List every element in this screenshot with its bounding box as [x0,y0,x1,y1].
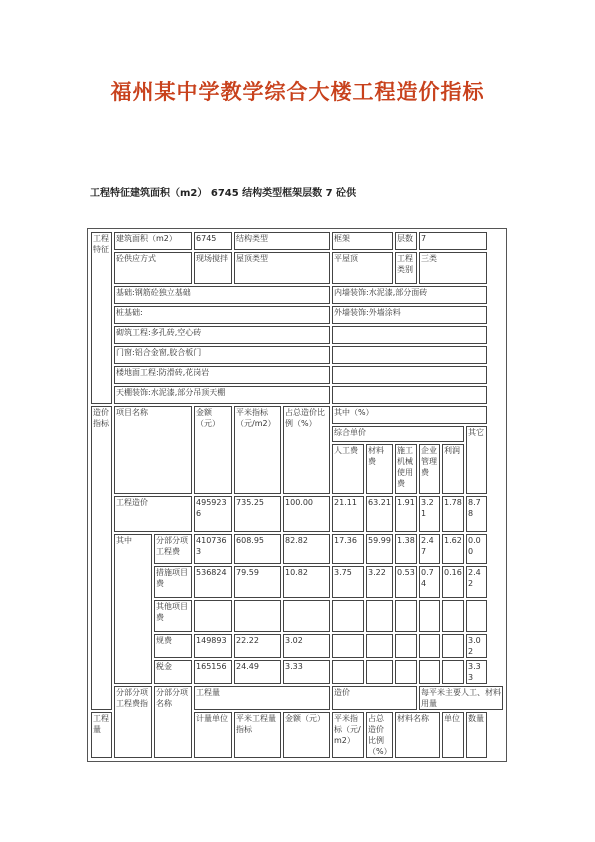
empty-cell [366,660,393,684]
row-sqm: 79.59 [234,566,281,598]
row-ratio: 3.02 [283,634,330,658]
row-name: 工程造价 [114,496,192,532]
header-machine: 施工机械使用费 [395,444,417,494]
empty-cell [419,634,440,658]
header-main-usage: 每平米主要人工、材料用量 [421,688,502,708]
empty-cell [442,634,464,658]
gclb-label: 工程类别 [395,252,417,284]
row-machine: 0.53 [395,566,417,598]
pile-desc: 桩基础: [114,306,330,324]
header-profit: 利润 [442,444,464,494]
row-amount: 165156 [194,660,232,684]
concrete-value: 现场搅拌 [194,252,232,284]
row-mgmt: 3.21 [419,496,440,532]
row-amount: 4107363 [194,534,232,564]
empty-cell [332,386,487,404]
document-subtitle: 工程特征建筑面积（m2） 6745 结构类型框架层数 7 砼供 [90,188,357,199]
masonry-desc: 砌筑工程:多孔砖,空心砖 [114,326,330,344]
empty-cell [395,660,417,684]
exterior-desc: 外墙装饰:外墙涂料 [332,306,487,324]
empty-cell [366,600,393,632]
row-sqm: 24.49 [234,660,281,684]
empty-cell [442,660,464,684]
row-name: 分部分项工程费 [154,534,192,564]
table-row [91,566,503,598]
row-material: 3.22 [366,566,393,598]
header-gcl2: 工程量 [91,712,112,758]
empty-cell [234,600,281,632]
header-qizhong-pct: 其中（%） [332,406,487,424]
interior-desc: 内墙装饰:水泥漆,部分面砖 [332,286,487,304]
floors-value: 7 [419,232,487,250]
concrete-label: 砼供应方式 [114,252,192,284]
header-ratio: 占总造价比例（%） [283,406,330,494]
table-row [91,634,503,658]
qizhong-label: 其中 [114,534,152,684]
empty-cell [332,326,487,344]
roof-value: 平屋顶 [332,252,393,284]
header-material: 材料费 [366,444,393,494]
header-labor: 人工费 [332,444,364,494]
row-name: 税金 [154,660,192,684]
header-other: 其它 [466,426,487,494]
row-labor: 17.36 [332,534,364,564]
empty-cell [466,600,487,632]
empty-cell [332,634,364,658]
header-qty: 数量 [466,712,487,758]
floor-desc: 楼地面工程:防滑砖,花岗岩 [114,366,330,384]
header-unit2: 单位 [442,712,464,758]
section-gctz: 工程特征 [91,232,112,404]
header-sqm-index2: 平米指标（元/m2） [332,712,364,758]
empty-cell [332,346,487,364]
section-fbfx: 分部分项工程费指 [114,686,152,758]
row-sqm: 735.25 [234,496,281,532]
empty-cell [419,660,440,684]
empty-cell [283,600,330,632]
area-label: 建筑面积（m2） [114,232,192,250]
table-row [91,660,503,684]
row-other: 3.02 [466,634,487,658]
empty-cell [366,634,393,658]
empty-cell [332,600,364,632]
row-ratio: 82.82 [283,534,330,564]
empty-cell [194,600,232,632]
table-row [91,534,503,564]
empty-cell [395,600,417,632]
row-material: 63.21 [366,496,393,532]
empty-cell [442,600,464,632]
row-sqm: 22.22 [234,634,281,658]
row-name: 规费 [154,634,192,658]
struct-value: 框架 [332,232,393,250]
row-profit: 0.16 [442,566,464,598]
section-zjzb: 造价指标 [91,406,112,710]
row-ratio: 3.33 [283,660,330,684]
empty-cell [332,366,487,384]
row-other: 3.33 [466,660,487,684]
empty-cell [419,600,440,632]
doors-desc: 门窗:铝合金窗,胶合板门 [114,346,330,364]
cost-index-table [89,230,505,760]
header-amount2: 金额（元） [283,712,330,758]
row-name: 其他项目费 [154,600,192,632]
floors-label: 层数 [395,232,417,250]
row-ratio: 100.00 [283,496,330,532]
row-name: 措施项目费 [154,566,192,598]
row-other: 0.00 [466,534,487,564]
row-labor: 3.75 [332,566,364,598]
area-value: 6745 [194,232,232,250]
row-profit: 1.78 [442,496,464,532]
header-item-name: 项目名称 [114,406,192,494]
row-other: 8.78 [466,496,487,532]
row-sqm: 608.95 [234,534,281,564]
row-amount: 4959236 [194,496,232,532]
row-ratio: 10.82 [283,566,330,598]
header-sqm-index: 平米指标（元/m2） [234,406,281,494]
row-mgmt: 2.47 [419,534,440,564]
gclb-value: 三类 [419,252,487,284]
row-mgmt: 0.74 [419,566,440,598]
row-amount: 149893 [194,634,232,658]
row-profit: 1.62 [442,534,464,564]
header-unit: 计量单位 [194,712,232,758]
document-title: 福州某中学教学综合大楼工程造价指标 [110,80,485,104]
row-labor: 21.11 [332,496,364,532]
empty-cell [395,634,417,658]
row-other: 2.42 [466,566,487,598]
empty-cell [332,660,364,684]
table-row [91,496,503,532]
foundation-desc: 基础:钢筋砼独立基础 [114,286,330,304]
header-mgmt: 企业管理费 [419,444,440,494]
header-mat-name: 材料名称 [395,712,440,758]
header-sqm-gcl: 平米工程量指标 [234,712,281,758]
header-zaojia: 造价 [332,686,417,710]
ceiling-desc: 天棚装饰:水泥漆,部分吊顶天棚 [114,386,330,404]
row-amount: 536824 [194,566,232,598]
header-gcl: 工程量 [194,686,330,710]
header-amount: 金额（元） [194,406,232,494]
row-machine: 1.38 [395,534,417,564]
roof-label: 屋顶类型 [234,252,330,284]
row-material: 59.99 [366,534,393,564]
row-machine: 1.91 [395,496,417,532]
header-zhdj: 综合单价 [332,426,464,442]
header-fbfx-name: 分部分项名称 [154,686,192,758]
struct-label: 结构类型 [234,232,330,250]
cost-index-table-frame [87,228,507,762]
header-ratio2: 占总造价比例（%） [368,714,392,756]
table-row [91,600,503,632]
